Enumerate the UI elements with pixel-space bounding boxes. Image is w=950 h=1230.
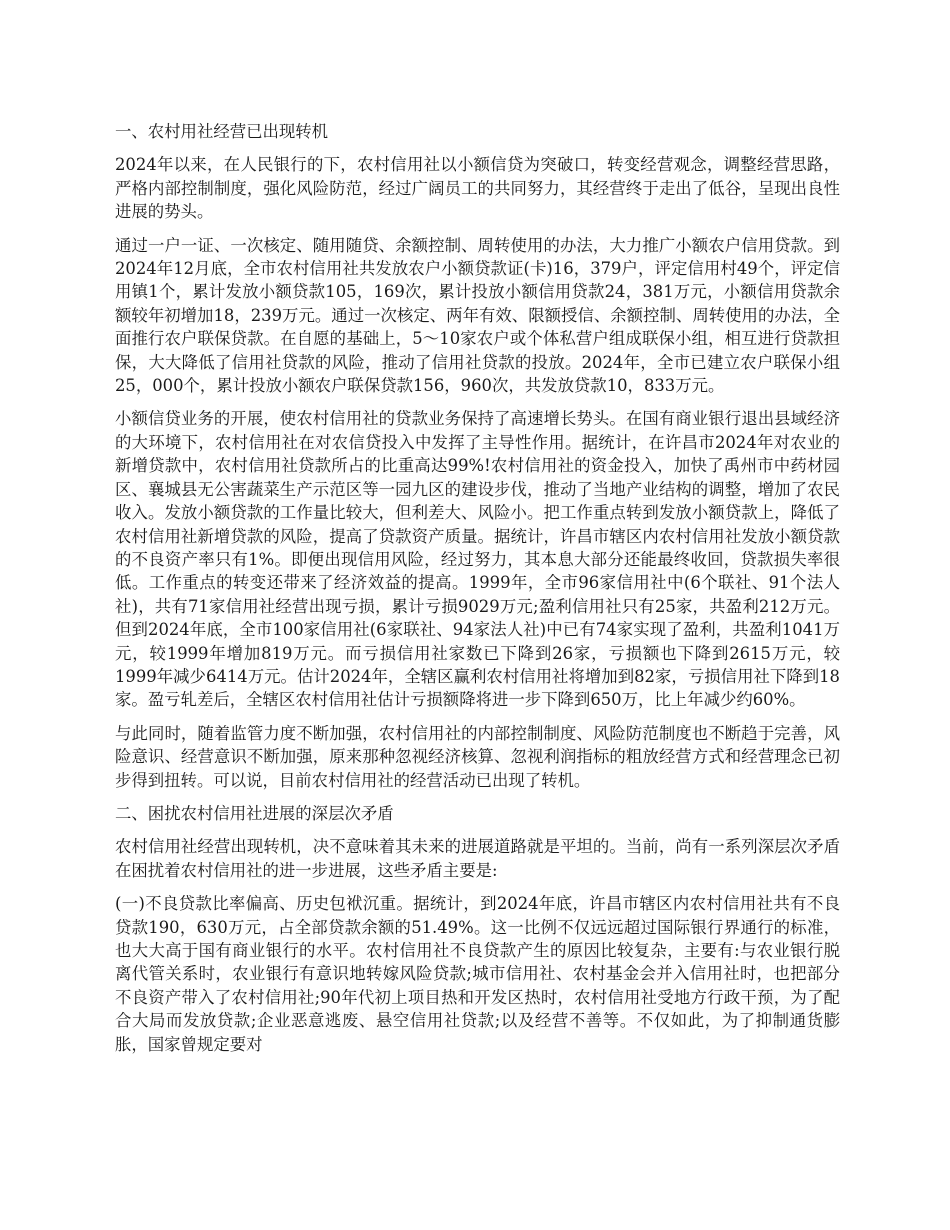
paragraph-6: (一)不良贷款比率偏高、历史包袱沉重。据统计，到2024年底，许昌市辖区内农村信用社共有不良贷款190，630万元，占全部贷款余额的51.49%。这一比例不仅远远超过国际银行界通行的标准，也大大高于国有商业银行的水平。农村信用社不良贷款产生的原因比较复杂，主要有:与农业银行脱离代管关系时，农业银行有意识地转嫁风险贷款;城市信用社、农村基金会并入信用社时，也把部分不良资产带入了农村信用社;90年代初上项目热和开发区热时，农村信用社受地方行政干预，为了配合大局而发放贷款;企业恶意逃废、悬空信用社贷款;以及经营不善等。不仅如此，为了抑制通货膨胀，国家曾规定要对	[115, 894, 840, 1054]
section-heading-2: 二、困扰农村信用社进展的深层次矛盾	[115, 803, 394, 823]
section-heading-1: 一、农村用社经营已出现转机	[115, 122, 329, 141]
paragraph-5: 农村信用社经营出现转机，决不意味着其未来的进展道路就是平坦的。当前，尚有一系列深层次矛盾在困扰着农村信用社的进一步进展，这些矛盾主要是:	[115, 837, 840, 880]
paragraph-2: 通过一户一证、一次核定、随用随贷、余额控制、周转使用的办法，大力推广小额农户信用贷款。到2024年12月底，全市农村信用社共发放农户小额贷款证(卡)16，379户，评定信用村49个，评定信用镇1个，累计发放小额贷款105，169次，累计投放小额信用贷款24，381万元，小额信用贷款余额较年初增加18，239万元。通过一次核定、两年有效、限额授信、余额控制、周转使用的办法，全面推行农户联保贷款。在自愿的基础上，5～10家农户或个体私营户组成联保小组，相互进行贷款担保，大大降低了信用社贷款的风险，推动了信用社贷款的投放。2024年，全市已建立农户联保小组25，000个，累计投放小额农户联保贷款156，960次，共发放贷款10，833万元。	[115, 235, 840, 396]
paragraph-3: 小额信贷业务的开展，使农村信用社的贷款业务保持了高速增长势头。在国有商业银行退出县域经济的大环境下，农村信用社在对农信贷投入中发挥了主导性作用。据统计，在许昌市2024年对农业的新增贷款中，农村信用社贷款所占的比重高达99%!农村信用社的资金投入，加快了禹州市中药材园区、襄城县无公害蔬菜生产示范区等一园九区的建设步伐，推动了当地产业结构的调整，增加了农民收入。发放小额贷款的工作量比较大，但利差大、风险小。把工作重点转到发放小额贷款上，降低了农村信用社新增贷款的风险，提高了贷款资产质量。据统计，许昌市辖区内农村信用社发放小额贷款的不良资产率只有1%。即便出现信用风险，经过努力，其本息大部分还能最终收回，贷款损失率很低。工作重点的转变还带来了经济效益的提高。1999年，全市96家信用社中(6个联社、91个法人社)，共有71家信用社经营出现亏损，累计亏损9029万元;盈利信用社只有25家，共盈利212万元。但到2024年底，全市100家信用社(6家联社、94家法人社)中已有74家实现了盈利，共盈利1041万元，较1999年增加819万元。而亏损信用社家数已下降到26家，亏损额也下降到2615万元，较1999年减少6414万元。估计2024年，全辖区赢利农村信用社将增加到82家，亏损信用社下降到18家。盈亏轧差后，全辖区农村信用社估计亏损额降将进一步下降到650万，比上年减少约60%。	[115, 409, 840, 710]
paragraph-4: 与此同时，随着监管力度不断加强，农村信用社的内部控制制度、风险防范制度也不断趋于完善，风险意识、经营意识不断加强，原来那种忽视经济核算、忽视利润指标的粗放经营方式和经营理念已初步得到扭转。可以说，目前农村信用社的经营活动已出现了转机。	[115, 723, 840, 790]
document-page	[115, 120, 840, 1066]
paragraph-1: 2024年以来，在人民银行的下，农村信用社以小额信贷为突破口，转变经营观念，调整经营思路，严格内部控制制度，强化风险防范，经过广阔员工的共同努力，其经营终于走出了低谷，呈现出良性进展的势头。	[115, 155, 840, 222]
